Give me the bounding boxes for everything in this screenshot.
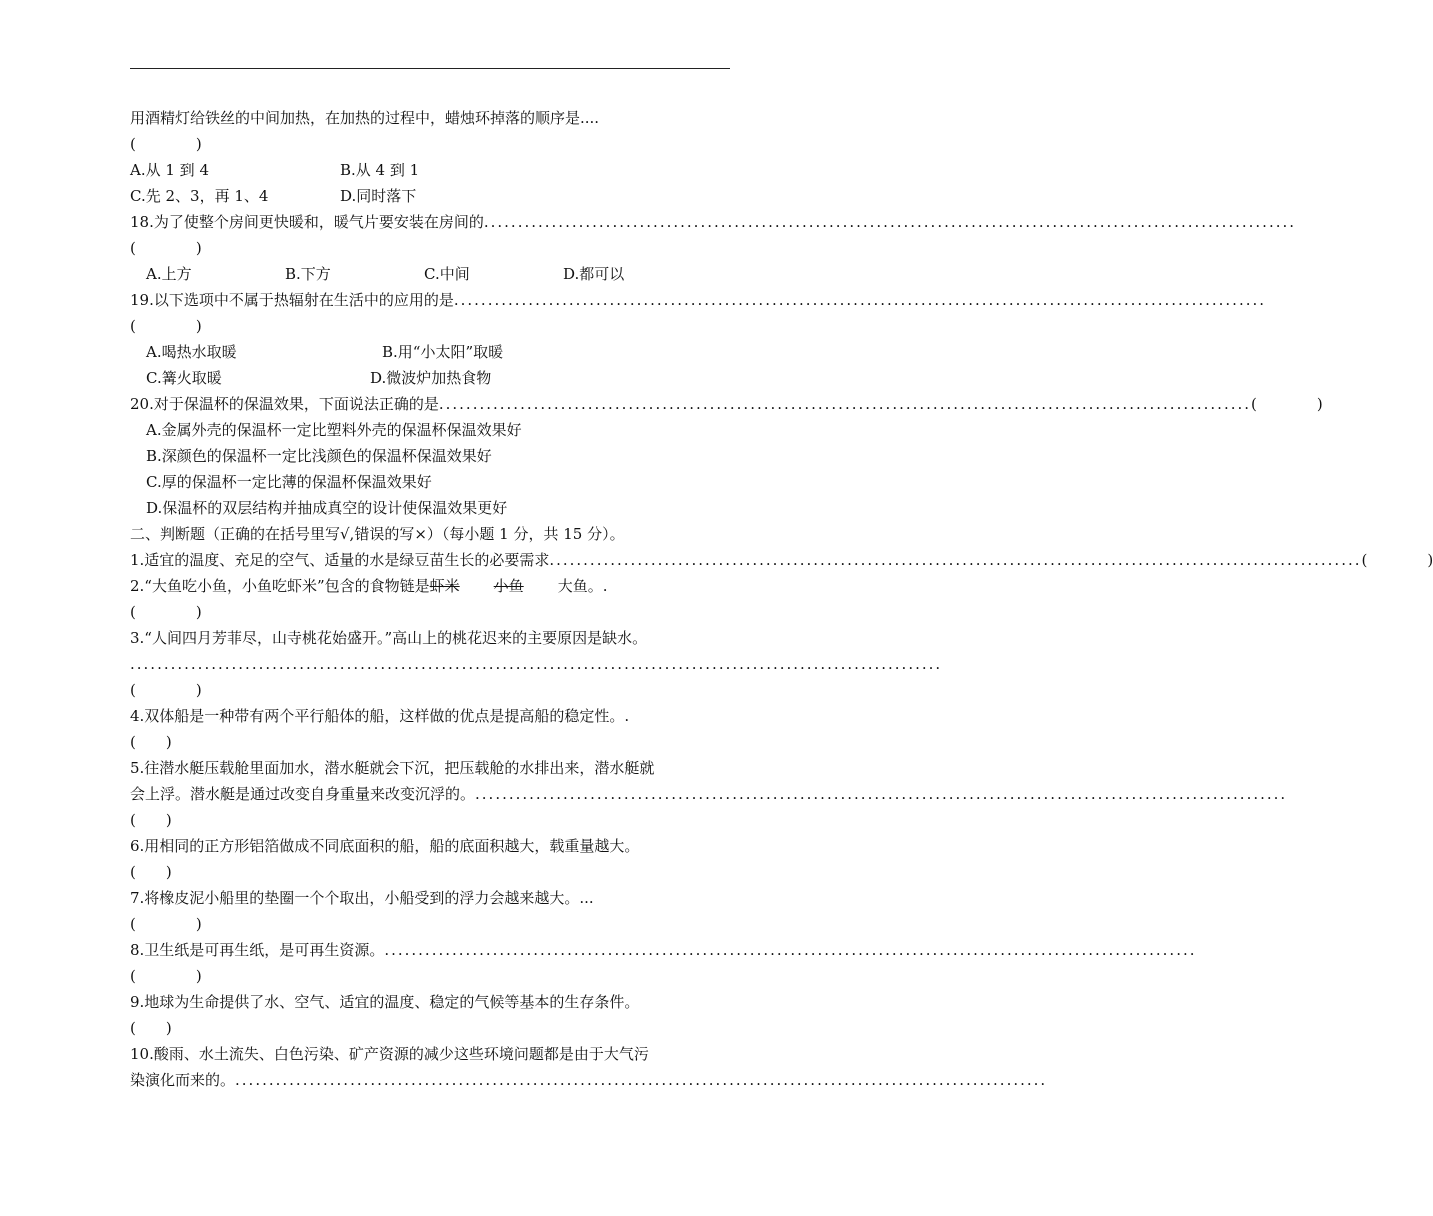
judge-2: 2.“大鱼吃小鱼，小鱼吃虾米”包含的食物链是虾米 小鱼 大鱼。. [130, 577, 608, 595]
judge-10-line-2: 染演化而来的。 ........................................................................................................................ [130, 1071, 1048, 1089]
q17-option-d: D.同时落下 [340, 187, 417, 205]
judge-4: 4.双体船是一种带有两个平行船体的船，这样做的优点是提高船的稳定性。. [130, 707, 630, 725]
judge-6: 6.用相同的正方形铝箔做成不同底面积的船，船的底面积越大，载重量越大。 [130, 837, 640, 855]
q20-option-d: D.保温杯的双层结构并抽成真空的设计使保温效果更好 [146, 499, 508, 517]
q18-option-a: A.上方 [146, 265, 192, 283]
judge-1: 1.适宜的温度、充足的空气、适量的水是绿豆苗生长的必要需求 ........................................................................................................................ ( ) [130, 551, 1433, 569]
judge-5-line-2: 会上浮。潜水艇是通过改变自身重量来改变沉浮的。 ........................................................................................................................ [130, 785, 1288, 803]
q18-answer-paren: ( ) [130, 239, 202, 257]
q18-stem: 18.为了使整个房间更快暖和，暖气片要安装在房间的 ........................................................................................................................ [130, 213, 1297, 231]
judge-10-line-1: 10.酸雨、水土流失、白色污染、矿产资源的减少这些环境问题都是由于大气污 [130, 1045, 649, 1063]
q19-stem: 19.以下选项中不属于热辐射在生活中的应用的是 ........................................................................................................................ [130, 291, 1267, 309]
q19-option-c: C.篝火取暖 [146, 369, 222, 387]
judge-6-answer-paren: ( ) [130, 863, 172, 881]
q17-option-c: C.先 2、3，再 1、4 [130, 187, 269, 205]
section-2-title: 二、判断题（正确的在括号里写√,错误的写×）（每小题 1 分，共 15 分）。 [130, 525, 625, 543]
q19-option-b: B.用“小太阳”取暖 [382, 343, 504, 361]
judge-9: 9.地球为生命提供了水、空气、适宜的温度、稳定的气候等基本的生存条件。 [130, 993, 640, 1011]
judge-9-answer-paren: ( ) [130, 1019, 172, 1037]
q17-stem: 用酒精灯给铁丝的中间加热，在加热的过程中，蜡烛环掉落的顺序是.... [130, 109, 600, 127]
judge-8-answer-paren: ( ) [130, 967, 202, 985]
q17-answer-paren: ( ) [130, 135, 202, 153]
judge-3: 3.“人间四月芳菲尽，山寺桃花始盛开。”高山上的桃花迟来的主要原因是缺水。 [130, 629, 648, 647]
q19-option-d: D.微波炉加热食物 [370, 369, 492, 387]
q20-option-a: A.金属外壳的保温杯一定比塑料外壳的保温杯保温效果好 [146, 421, 522, 439]
q17-option-a: A.从 1 到 4 [130, 161, 209, 179]
judge-4-answer-paren: ( ) [130, 733, 172, 751]
judge-5-line-1: 5.往潜水艇压载舱里面加水，潜水艇就会下沉，把压载舱的水排出来，潜水艇就 [130, 759, 655, 777]
judge-2-answer-paren: ( ) [130, 603, 202, 621]
q18-option-d: D.都可以 [563, 265, 625, 283]
judge-7: 7.将橡皮泥小船里的垫圈一个个取出，小船受到的浮力会越来越大。... [130, 889, 594, 907]
q19-option-a: A.喝热水取暖 [146, 343, 237, 361]
food-chain-shrimp: 虾米 [429, 577, 460, 595]
judge-3-answer-paren: ( ) [130, 681, 202, 699]
q20-stem: 20.对于保温杯的保温效果，下面说法正确的是 ........................................................................................................................ ( ) [130, 395, 1323, 413]
header-rule [130, 68, 730, 69]
judge-5-answer-paren: ( ) [130, 811, 172, 829]
q19-answer-paren: ( ) [130, 317, 202, 335]
q18-option-b: B.下方 [285, 265, 331, 283]
q17-option-b: B.从 4 到 1 [340, 161, 420, 179]
food-chain-small-fish: 小鱼 [493, 577, 524, 595]
q18-option-c: C.中间 [424, 265, 470, 283]
q20-option-c: C.厚的保温杯一定比薄的保温杯保温效果好 [146, 473, 432, 491]
judge-3-leader-dots: ........................................................................................................................ [130, 655, 943, 673]
judge-8: 8.卫生纸是可再生纸，是可再生资源。 ........................................................................................................................ [130, 941, 1197, 959]
q20-option-b: B.深颜色的保温杯一定比浅颜色的保温杯保温效果好 [146, 447, 492, 465]
judge-7-answer-paren: ( ) [130, 915, 202, 933]
